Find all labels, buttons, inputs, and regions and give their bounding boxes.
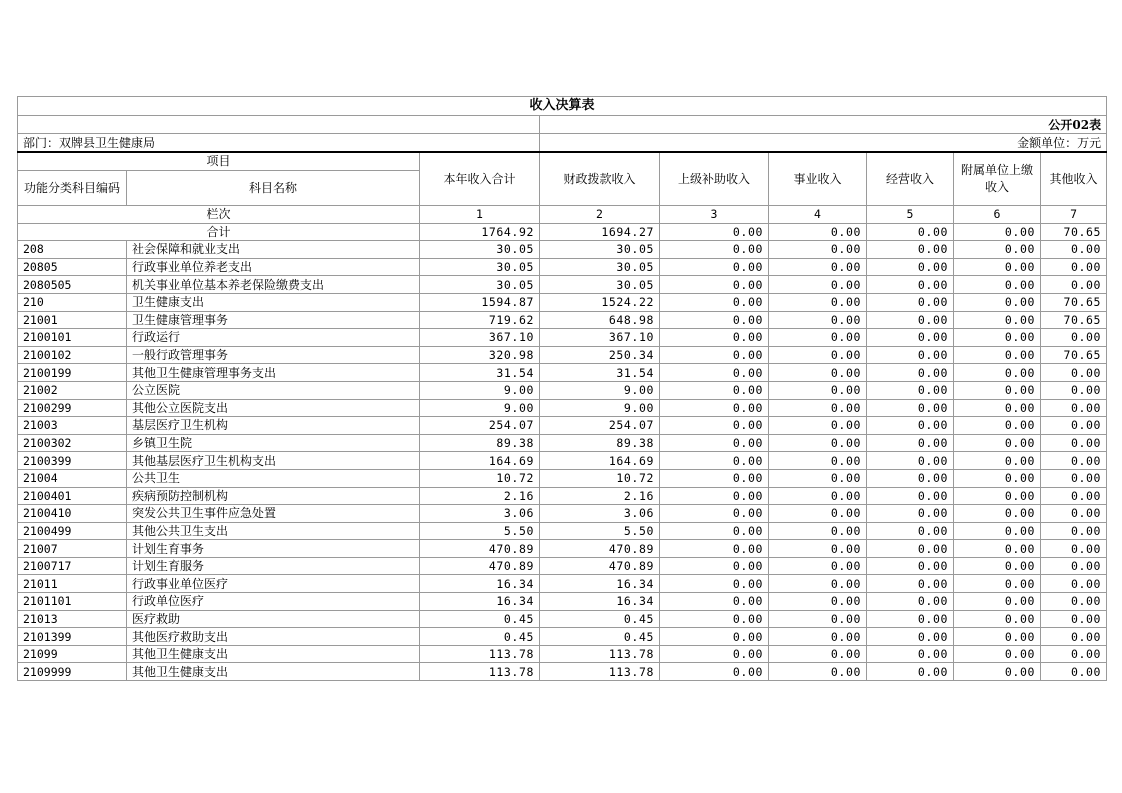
table-row xyxy=(18,258,1107,276)
amount-cell: 0.00 xyxy=(954,346,1041,364)
amount-cell: 0.00 xyxy=(1041,399,1107,417)
table-title: 收入决算表 xyxy=(18,97,1107,116)
column-index-3: 3 xyxy=(660,206,769,224)
amount-cell: 0.00 xyxy=(660,645,769,663)
amount-cell: 0.00 xyxy=(769,293,867,311)
subject-name-cell: 社会保障和就业支出 xyxy=(127,241,420,259)
amount-cell: 0.00 xyxy=(769,258,867,276)
func-code-cell: 2100399 xyxy=(18,452,127,470)
amount-cell: 0.00 xyxy=(954,628,1041,646)
total-value: 0.00 xyxy=(660,223,769,241)
amount-cell: 0.00 xyxy=(660,505,769,523)
subject-name-cell: 机关事业单位基本养老保险缴费支出 xyxy=(127,276,420,294)
amount-cell: 0.00 xyxy=(954,293,1041,311)
amount-cell: 0.00 xyxy=(867,452,954,470)
amount-cell: 0.00 xyxy=(769,452,867,470)
amount-cell: 0.00 xyxy=(954,364,1041,382)
amount-cell: 0.00 xyxy=(1041,417,1107,435)
amount-cell: 16.34 xyxy=(420,575,540,593)
department-label: 部门：双牌县卫生健康局 xyxy=(18,134,540,153)
amount-cell: 0.00 xyxy=(660,399,769,417)
total-value: 0.00 xyxy=(769,223,867,241)
amount-cell: 0.00 xyxy=(867,399,954,417)
table-row xyxy=(18,399,1107,417)
subject-name-cell: 其他基层医疗卫生机构支出 xyxy=(127,452,420,470)
amount-cell: 0.00 xyxy=(867,628,954,646)
amount-cell: 0.00 xyxy=(954,452,1041,470)
amount-cell: 0.00 xyxy=(660,593,769,611)
column-index-row xyxy=(18,206,1107,224)
amount-cell: 10.72 xyxy=(540,469,660,487)
amount-cell: 0.00 xyxy=(769,241,867,259)
subject-name-cell: 医疗救助 xyxy=(127,610,420,628)
table-row xyxy=(18,505,1107,523)
total-value: 0.00 xyxy=(954,223,1041,241)
amount-cell: 0.00 xyxy=(1041,381,1107,399)
amount-cell: 0.00 xyxy=(867,645,954,663)
amount-cell: 0.00 xyxy=(660,610,769,628)
table-row xyxy=(18,417,1107,435)
amount-cell: 0.00 xyxy=(660,487,769,505)
amount-cell: 0.00 xyxy=(769,575,867,593)
amount-cell: 0.00 xyxy=(954,663,1041,681)
subject-name-cell: 基层医疗卫生机构 xyxy=(127,417,420,435)
func-code-cell: 2100410 xyxy=(18,505,127,523)
amount-cell: 2.16 xyxy=(420,487,540,505)
subject-name-cell: 行政单位医疗 xyxy=(127,593,420,611)
amount-cell: 0.00 xyxy=(867,522,954,540)
column-index-2: 2 xyxy=(540,206,660,224)
amount-cell: 0.00 xyxy=(867,346,954,364)
amount-cell: 0.00 xyxy=(954,381,1041,399)
amount-cell: 0.00 xyxy=(954,522,1041,540)
amount-cell: 0.00 xyxy=(1041,487,1107,505)
amount-cell: 0.00 xyxy=(867,540,954,558)
amount-cell: 254.07 xyxy=(420,417,540,435)
amount-cell: 30.05 xyxy=(420,276,540,294)
total-value: 0.00 xyxy=(867,223,954,241)
func-code-cell: 21007 xyxy=(18,540,127,558)
amount-cell: 0.00 xyxy=(769,276,867,294)
header-total-income: 本年收入合计 xyxy=(420,152,540,206)
table-row xyxy=(18,293,1107,311)
header-subject-name: 科目名称 xyxy=(127,171,420,206)
func-code-cell: 21003 xyxy=(18,417,127,435)
amount-cell: 0.00 xyxy=(1041,276,1107,294)
table-row xyxy=(18,311,1107,329)
table-row xyxy=(18,522,1107,540)
amount-cell: 0.00 xyxy=(954,469,1041,487)
amount-cell: 5.50 xyxy=(540,522,660,540)
amount-cell: 0.00 xyxy=(1041,557,1107,575)
amount-cell: 0.00 xyxy=(1041,628,1107,646)
amount-cell: 0.00 xyxy=(769,417,867,435)
subject-name-cell: 卫生健康支出 xyxy=(127,293,420,311)
amount-cell: 0.00 xyxy=(1041,610,1107,628)
amount-cell: 0.00 xyxy=(867,293,954,311)
header-fiscal: 财政拨款收入 xyxy=(540,152,660,206)
amount-cell: 9.00 xyxy=(420,381,540,399)
blank-cell xyxy=(18,116,540,134)
subject-name-cell: 卫生健康管理事务 xyxy=(127,311,420,329)
amount-cell: 0.00 xyxy=(1041,469,1107,487)
amount-cell: 0.00 xyxy=(769,469,867,487)
amount-cell: 0.45 xyxy=(540,628,660,646)
amount-cell: 164.69 xyxy=(540,452,660,470)
amount-cell: 113.78 xyxy=(540,645,660,663)
amount-cell: 0.00 xyxy=(1041,540,1107,558)
amount-cell: 10.72 xyxy=(420,469,540,487)
func-code-cell: 2100102 xyxy=(18,346,127,364)
subject-name-cell: 其他卫生健康管理事务支出 xyxy=(127,364,420,382)
amount-cell: 5.50 xyxy=(420,522,540,540)
subject-name-cell: 疾病预防控制机构 xyxy=(127,487,420,505)
subject-name-cell: 行政事业单位养老支出 xyxy=(127,258,420,276)
subject-name-cell: 其他卫生健康支出 xyxy=(127,663,420,681)
amount-cell: 70.65 xyxy=(1041,346,1107,364)
subject-name-cell: 行政运行 xyxy=(127,329,420,347)
amount-cell: 0.00 xyxy=(660,434,769,452)
amount-cell: 0.00 xyxy=(954,417,1041,435)
amount-cell: 0.00 xyxy=(1041,645,1107,663)
amount-cell: 0.00 xyxy=(769,593,867,611)
amount-cell: 0.00 xyxy=(660,575,769,593)
table-row xyxy=(18,346,1107,364)
amount-cell: 30.05 xyxy=(540,276,660,294)
amount-cell: 16.34 xyxy=(540,593,660,611)
amount-cell: 367.10 xyxy=(420,329,540,347)
table-row xyxy=(18,452,1107,470)
subject-name-cell: 公共卫生 xyxy=(127,469,420,487)
amount-cell: 0.00 xyxy=(660,452,769,470)
func-code-cell: 21013 xyxy=(18,610,127,628)
column-index-4: 4 xyxy=(769,206,867,224)
amount-cell: 0.00 xyxy=(660,557,769,575)
amount-cell: 0.00 xyxy=(954,276,1041,294)
func-code-cell: 2100401 xyxy=(18,487,127,505)
func-code-cell: 2100499 xyxy=(18,522,127,540)
amount-cell: 0.00 xyxy=(867,258,954,276)
amount-cell: 0.00 xyxy=(769,381,867,399)
table-row xyxy=(18,364,1107,382)
amount-cell: 0.00 xyxy=(954,434,1041,452)
amount-cell: 0.00 xyxy=(769,557,867,575)
amount-cell: 470.89 xyxy=(540,557,660,575)
amount-cell: 0.00 xyxy=(769,487,867,505)
amount-cell: 0.00 xyxy=(954,593,1041,611)
amount-cell: 0.00 xyxy=(867,469,954,487)
amount-cell: 0.00 xyxy=(660,258,769,276)
amount-cell: 0.00 xyxy=(954,610,1041,628)
amount-cell: 0.00 xyxy=(1041,505,1107,523)
amount-cell: 0.00 xyxy=(769,311,867,329)
amount-cell: 0.00 xyxy=(954,540,1041,558)
amount-cell: 0.00 xyxy=(867,241,954,259)
amount-cell: 0.00 xyxy=(954,645,1041,663)
func-code-cell: 21002 xyxy=(18,381,127,399)
amount-cell: 9.00 xyxy=(420,399,540,417)
amount-cell: 0.00 xyxy=(1041,575,1107,593)
subject-name-cell: 乡镇卫生院 xyxy=(127,434,420,452)
amount-cell: 0.00 xyxy=(867,593,954,611)
amount-cell: 0.00 xyxy=(660,381,769,399)
amount-cell: 0.00 xyxy=(769,399,867,417)
column-index-6: 6 xyxy=(954,206,1041,224)
table-row xyxy=(18,557,1107,575)
amount-cell: 164.69 xyxy=(420,452,540,470)
subject-name-cell: 其他卫生健康支出 xyxy=(127,645,420,663)
total-row xyxy=(18,223,1107,241)
amount-cell: 0.00 xyxy=(660,417,769,435)
amount-cell: 0.00 xyxy=(954,399,1041,417)
amount-cell: 70.65 xyxy=(1041,293,1107,311)
amount-cell: 0.00 xyxy=(954,557,1041,575)
amount-cell: 0.00 xyxy=(769,434,867,452)
amount-cell: 0.00 xyxy=(867,311,954,329)
amount-cell: 9.00 xyxy=(540,381,660,399)
amount-cell: 0.00 xyxy=(660,346,769,364)
table-row xyxy=(18,241,1107,259)
form-number: 公开02表 xyxy=(540,116,1107,134)
amount-cell: 1524.22 xyxy=(540,293,660,311)
amount-cell: 648.98 xyxy=(540,311,660,329)
func-code-cell: 21011 xyxy=(18,575,127,593)
amount-cell: 0.00 xyxy=(660,469,769,487)
amount-cell: 30.05 xyxy=(420,258,540,276)
amount-cell: 3.06 xyxy=(540,505,660,523)
func-code-cell: 2100199 xyxy=(18,364,127,382)
amount-cell: 0.00 xyxy=(867,434,954,452)
subject-name-cell: 突发公共卫生事件应急处置 xyxy=(127,505,420,523)
amount-cell: 0.00 xyxy=(1041,329,1107,347)
amount-cell: 0.00 xyxy=(954,241,1041,259)
table-row xyxy=(18,329,1107,347)
amount-cell: 0.00 xyxy=(867,487,954,505)
amount-cell: 719.62 xyxy=(420,311,540,329)
func-code-cell: 21099 xyxy=(18,645,127,663)
table-row xyxy=(18,610,1107,628)
amount-cell: 0.00 xyxy=(954,505,1041,523)
amount-cell: 254.07 xyxy=(540,417,660,435)
amount-cell: 0.00 xyxy=(660,329,769,347)
amount-cell: 70.65 xyxy=(1041,311,1107,329)
subject-name-cell: 公立医院 xyxy=(127,381,420,399)
amount-cell: 0.00 xyxy=(1041,258,1107,276)
total-value: 70.65 xyxy=(1041,223,1107,241)
amount-cell: 367.10 xyxy=(540,329,660,347)
func-code-cell: 210 xyxy=(18,293,127,311)
amount-cell: 113.78 xyxy=(540,663,660,681)
amount-cell: 0.00 xyxy=(1041,663,1107,681)
amount-cell: 0.00 xyxy=(954,487,1041,505)
func-code-cell: 2109999 xyxy=(18,663,127,681)
amount-cell: 0.00 xyxy=(867,417,954,435)
amount-cell: 31.54 xyxy=(420,364,540,382)
header-operating: 经营收入 xyxy=(867,152,954,206)
amount-cell: 0.00 xyxy=(1041,241,1107,259)
subject-name-cell: 其他医疗救助支出 xyxy=(127,628,420,646)
func-code-cell: 2101399 xyxy=(18,628,127,646)
func-code-cell: 2100717 xyxy=(18,557,127,575)
subject-name-cell: 行政事业单位医疗 xyxy=(127,575,420,593)
amount-cell: 0.00 xyxy=(1041,593,1107,611)
func-code-cell: 2080505 xyxy=(18,276,127,294)
total-label: 合计 xyxy=(18,223,420,241)
amount-cell: 0.00 xyxy=(769,610,867,628)
header-business: 事业收入 xyxy=(769,152,867,206)
table-row xyxy=(18,469,1107,487)
amount-cell: 0.00 xyxy=(1041,434,1107,452)
amount-cell: 113.78 xyxy=(420,645,540,663)
amount-cell: 0.00 xyxy=(769,505,867,523)
amount-cell: 0.00 xyxy=(660,522,769,540)
amount-cell: 0.00 xyxy=(769,329,867,347)
amount-cell: 0.00 xyxy=(867,276,954,294)
amount-cell: 2.16 xyxy=(540,487,660,505)
amount-cell: 113.78 xyxy=(420,663,540,681)
header-other: 其他收入 xyxy=(1041,152,1107,206)
total-value: 1694.27 xyxy=(540,223,660,241)
amount-cell: 0.00 xyxy=(660,663,769,681)
amount-cell: 0.00 xyxy=(867,364,954,382)
header-item: 项目 xyxy=(18,152,420,171)
table-row xyxy=(18,434,1107,452)
table-row xyxy=(18,487,1107,505)
amount-cell: 0.00 xyxy=(954,329,1041,347)
amount-cell: 0.45 xyxy=(420,610,540,628)
amount-cell: 3.06 xyxy=(420,505,540,523)
total-value: 1764.92 xyxy=(420,223,540,241)
amount-cell: 30.05 xyxy=(540,241,660,259)
amount-cell: 0.00 xyxy=(769,628,867,646)
amount-cell: 0.00 xyxy=(867,381,954,399)
unit-label: 金额单位：万元 xyxy=(540,134,1107,153)
amount-cell: 16.34 xyxy=(540,575,660,593)
func-code-cell: 2100101 xyxy=(18,329,127,347)
amount-cell: 0.00 xyxy=(769,645,867,663)
amount-cell: 89.38 xyxy=(540,434,660,452)
subject-name-cell: 计划生育事务 xyxy=(127,540,420,558)
column-index-5: 5 xyxy=(867,206,954,224)
amount-cell: 0.00 xyxy=(867,575,954,593)
amount-cell: 0.00 xyxy=(660,241,769,259)
amount-cell: 470.89 xyxy=(420,540,540,558)
table-row xyxy=(18,575,1107,593)
amount-cell: 320.98 xyxy=(420,346,540,364)
amount-cell: 0.00 xyxy=(867,329,954,347)
subject-name-cell: 计划生育服务 xyxy=(127,557,420,575)
amount-cell: 0.00 xyxy=(954,311,1041,329)
amount-cell: 0.00 xyxy=(954,575,1041,593)
amount-cell: 0.45 xyxy=(420,628,540,646)
amount-cell: 0.00 xyxy=(867,505,954,523)
amount-cell: 0.00 xyxy=(660,311,769,329)
amount-cell: 89.38 xyxy=(420,434,540,452)
amount-cell: 250.34 xyxy=(540,346,660,364)
amount-cell: 16.34 xyxy=(420,593,540,611)
func-code-cell: 2100299 xyxy=(18,399,127,417)
func-code-cell: 2101101 xyxy=(18,593,127,611)
func-code-cell: 20805 xyxy=(18,258,127,276)
func-code-cell: 21001 xyxy=(18,311,127,329)
amount-cell: 0.00 xyxy=(1041,364,1107,382)
amount-cell: 0.00 xyxy=(867,557,954,575)
func-code-cell: 208 xyxy=(18,241,127,259)
amount-cell: 0.00 xyxy=(867,663,954,681)
header-func-code: 功能分类科目编码 xyxy=(18,171,127,206)
amount-cell: 0.00 xyxy=(769,346,867,364)
subject-name-cell: 其他公共卫生支出 xyxy=(127,522,420,540)
header-superior: 上级补助收入 xyxy=(660,152,769,206)
func-code-cell: 2100302 xyxy=(18,434,127,452)
amount-cell: 30.05 xyxy=(420,241,540,259)
amount-cell: 470.89 xyxy=(420,557,540,575)
table-row xyxy=(18,663,1107,681)
amount-cell: 0.45 xyxy=(540,610,660,628)
amount-cell: 470.89 xyxy=(540,540,660,558)
income-table xyxy=(17,96,1107,681)
amount-cell: 0.00 xyxy=(660,628,769,646)
table-row xyxy=(18,593,1107,611)
income-final-accounts-sheet xyxy=(17,96,1106,681)
amount-cell: 0.00 xyxy=(1041,522,1107,540)
column-index-label: 栏次 xyxy=(18,206,420,224)
table-row xyxy=(18,645,1107,663)
table-row xyxy=(18,628,1107,646)
amount-cell: 30.05 xyxy=(540,258,660,276)
amount-cell: 0.00 xyxy=(867,610,954,628)
amount-cell: 9.00 xyxy=(540,399,660,417)
amount-cell: 0.00 xyxy=(769,663,867,681)
amount-cell: 0.00 xyxy=(769,522,867,540)
header-affiliated: 附属单位上缴收入 xyxy=(954,152,1041,206)
amount-cell: 0.00 xyxy=(660,276,769,294)
amount-cell: 0.00 xyxy=(1041,452,1107,470)
column-index-1: 1 xyxy=(420,206,540,224)
subject-name-cell: 一般行政管理事务 xyxy=(127,346,420,364)
amount-cell: 0.00 xyxy=(954,258,1041,276)
table-row xyxy=(18,540,1107,558)
column-index-7: 7 xyxy=(1041,206,1107,224)
amount-cell: 0.00 xyxy=(660,364,769,382)
func-code-cell: 21004 xyxy=(18,469,127,487)
amount-cell: 0.00 xyxy=(660,540,769,558)
amount-cell: 1594.87 xyxy=(420,293,540,311)
table-row xyxy=(18,276,1107,294)
amount-cell: 0.00 xyxy=(769,540,867,558)
table-row xyxy=(18,381,1107,399)
amount-cell: 0.00 xyxy=(769,364,867,382)
subject-name-cell: 其他公立医院支出 xyxy=(127,399,420,417)
amount-cell: 31.54 xyxy=(540,364,660,382)
amount-cell: 0.00 xyxy=(660,293,769,311)
